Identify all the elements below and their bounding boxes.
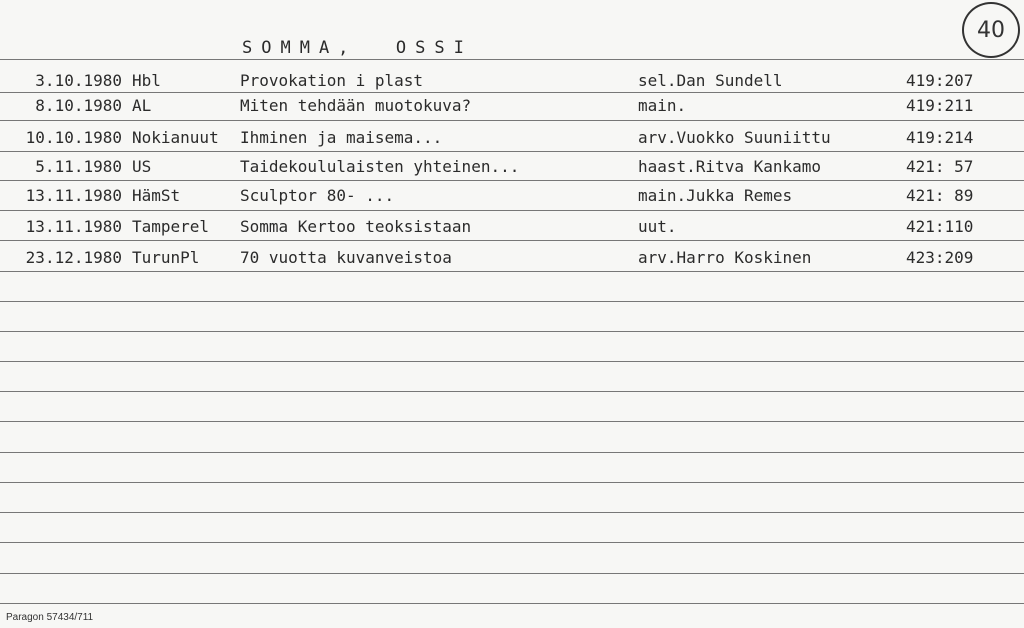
entry-ref: 421:110 [906, 217, 974, 236]
entry-row [0, 248, 1024, 278]
entry-title: Taidekoululaisten yhteinen... [240, 157, 520, 176]
entry-source: Tamperel [132, 217, 210, 236]
entry-date: 3.10.1980 [35, 71, 122, 90]
ruled-line [0, 59, 1024, 60]
ruled-line [0, 512, 1024, 513]
entry-ref: 419:207 [906, 71, 974, 90]
entry-author: main. [638, 96, 687, 115]
entry-title: 70 vuotta kuvanveistoa [240, 248, 452, 267]
entry-row [0, 157, 1024, 187]
entry-source: Hbl [132, 71, 161, 90]
ruled-line [0, 331, 1024, 332]
entry-date: 8.10.1980 [35, 96, 122, 115]
entry-author: haast.Ritva Kankamo [638, 157, 822, 176]
entry-row [0, 128, 1024, 158]
entry-author: arv.Harro Koskinen [638, 248, 812, 267]
printer-mark: Paragon 57434/711 [6, 612, 94, 623]
ruled-line [0, 391, 1024, 392]
entry-title: Ihminen ja maisema... [240, 128, 443, 147]
entry-ref: 423:209 [906, 248, 974, 267]
entry-author: arv.Vuokko Suuniittu [638, 128, 831, 147]
entry-date: 10.10.1980 [25, 128, 122, 147]
entry-row [0, 217, 1024, 247]
entry-author: main.Jukka Remes [638, 186, 793, 205]
entry-row [0, 96, 1024, 126]
entry-title: Provokation i plast [240, 71, 424, 90]
ruled-line [0, 603, 1024, 604]
page-number-circle [962, 2, 1020, 58]
entry-title: Sculptor 80- ... [240, 186, 395, 205]
entry-title: Somma Kertoo teoksistaan [240, 217, 472, 236]
ruled-line [0, 482, 1024, 483]
entry-ref: 419:211 [906, 96, 974, 115]
entry-source: US [132, 157, 152, 176]
entry-date: 5.11.1980 [35, 157, 122, 176]
entry-author: sel.Dan Sundell [638, 71, 783, 90]
entry-source: AL [132, 96, 152, 115]
ruled-line [0, 542, 1024, 543]
entry-source: HämSt [132, 186, 181, 205]
entry-source: TurunPl [132, 248, 200, 267]
entry-title: Miten tehdään muotokuva? [240, 96, 472, 115]
card-heading: SOMMA, OSSI [242, 38, 473, 58]
entry-author: uut. [638, 217, 677, 236]
ruled-line [0, 573, 1024, 574]
entry-ref: 419:214 [906, 128, 974, 147]
entry-ref: 421: 57 [906, 157, 974, 176]
ruled-line [0, 301, 1024, 302]
ruled-line [0, 452, 1024, 453]
entry-date: 13.11.1980 [25, 217, 122, 236]
ruled-line [0, 361, 1024, 362]
entry-row [0, 186, 1024, 216]
ruled-line [0, 421, 1024, 422]
page-number: 40 [977, 17, 1005, 43]
entry-date: 23.12.1980 [25, 248, 122, 267]
entry-date: 13.11.1980 [25, 186, 122, 205]
entry-source: Nokianuut [132, 128, 219, 147]
entry-ref: 421: 89 [906, 186, 974, 205]
